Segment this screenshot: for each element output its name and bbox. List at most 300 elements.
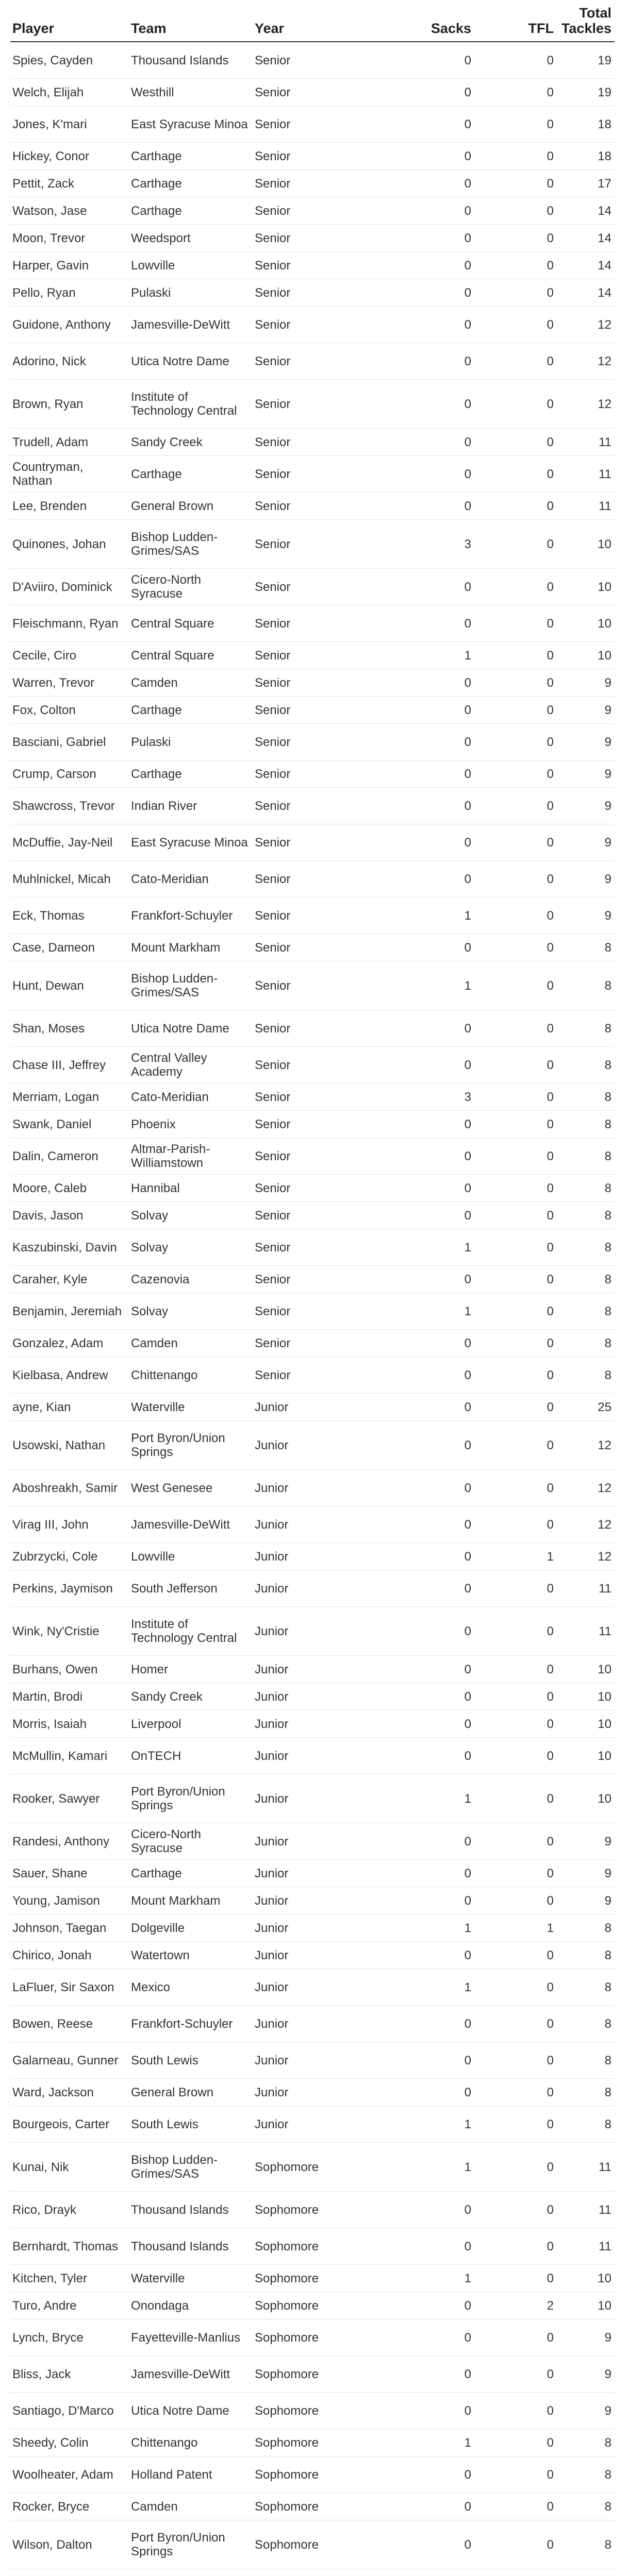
cell-year: Senior [253,520,382,569]
cell-sacks: 1 [382,961,474,1010]
cell-total-tackles: 9 [557,824,615,861]
cell-player: Shan, Moses [10,1010,129,1047]
cell-team: Jamesville-DeWitt [129,1506,253,1543]
cell-year: Junior [253,2042,382,2079]
cell-sacks: 1 [382,1969,474,2006]
table-row [10,861,615,897]
cell-team: Mount Markham [129,934,253,961]
cell-year: Junior [253,1774,382,1823]
cell-team: Altmar-Parish-Williamstown [129,1138,253,1175]
column-header-year[interactable]: Year [253,0,382,42]
cell-total-tackles: 8 [557,2456,615,2493]
cell-tfl: 0 [474,1656,557,1683]
table-row [10,1111,615,1138]
cell-year: Senior [253,1293,382,1330]
cell-tfl: 0 [474,252,557,279]
cell-tfl: 0 [474,1083,557,1111]
cell-total-tackles: 14 [557,197,615,225]
cell-team: OnTECH [129,1738,253,1774]
cell-year: Junior [253,1570,382,1607]
cell-player: Turo, Andre [10,2292,129,2319]
cell-total-tackles: 25 [557,1394,615,1421]
cell-player: Perkins, Jaymison [10,1570,129,1607]
cell-year: Senior [253,897,382,934]
cell-tfl: 0 [474,1506,557,1543]
cell-sacks: 1 [382,2106,474,2143]
cell-sacks: 0 [382,2192,474,2228]
cell-total-tackles: 9 [557,861,615,897]
cell-year: Junior [253,1683,382,1710]
cell-sacks: 0 [382,2393,474,2429]
table-row [10,2493,615,2520]
cell-player: Santiago, D'Marco [10,2393,129,2429]
cell-team: Utica Notre Dame [129,1010,253,1047]
cell-sacks: 0 [382,1543,474,1570]
column-header-sacks[interactable]: Sacks [382,0,474,42]
cell-sacks: 0 [382,170,474,197]
cell-year: Senior [253,143,382,170]
cell-tfl: 0 [474,605,557,642]
cell-tfl: 0 [474,1969,557,2006]
cell-player: Bowen, Reese [10,2006,129,2042]
cell-team: Frankfort-Schuyler [129,897,253,934]
cell-sacks: 0 [382,2006,474,2042]
cell-year: Junior [253,1738,382,1774]
cell-team: Bishop Ludden-Grimes/SAS [129,2143,253,2192]
cell-team: Mount Markham [129,1887,253,1914]
cell-sacks: 0 [382,1738,474,1774]
table-row [10,961,615,1010]
cell-tfl: 0 [474,569,557,605]
cell-sacks: 0 [382,252,474,279]
cell-player: Wilson, Dalton [10,2520,129,2569]
cell-year: Sophomore [253,2319,382,2356]
cell-year: Sophomore [253,2143,382,2192]
cell-tfl: 0 [474,79,557,106]
cell-team: Institute of Technology Central [129,1607,253,1656]
cell-player [10,2569,129,2576]
cell-team: West Genesee [129,1470,253,1506]
cell-sacks: 0 [382,2493,474,2520]
cell-tfl: 0 [474,1202,557,1229]
cell-total-tackles: 11 [557,2228,615,2265]
cell-tfl: 0 [474,2106,557,2143]
cell-total-tackles: 18 [557,106,615,143]
cell-player: Merriam, Logan [10,1083,129,1111]
cell-player: Kaszubinski, Davin [10,1229,129,1266]
cell-team: Mexico [129,1969,253,2006]
cell-team: Port Byron/Union Springs [129,2520,253,2569]
cell-year: Senior [253,1330,382,1357]
column-header-tfl[interactable]: TFL [474,0,557,42]
cell-team: Chittenango [129,1357,253,1394]
cell-player: ayne, Kian [10,1394,129,1421]
cell-sacks: 0 [382,2079,474,2106]
cell-team: Lowville [129,1543,253,1570]
cell-sacks: 0 [382,1656,474,1683]
cell-sacks: 0 [382,380,474,429]
cell-player: Sauer, Shane [10,1860,129,1887]
table-row [10,520,615,569]
cell-sacks: 0 [382,1202,474,1229]
cell-player: Zubrzycki, Cole [10,1543,129,1570]
cell-year: Junior [253,1543,382,1570]
table-row [10,1229,615,1266]
cell-player: Chirico, Jonah [10,1942,129,1969]
cell-year: Sophomore [253,2493,382,2520]
table-row [10,697,615,724]
cell-sacks: 0 [382,2356,474,2393]
table-row [10,1421,615,1470]
cell-team: Utica Notre Dame [129,2393,253,2429]
cell-total-tackles: 10 [557,2292,615,2319]
cell-total-tackles: 12 [557,1506,615,1543]
cell-tfl: 0 [474,197,557,225]
cell-player: Hickey, Conor [10,143,129,170]
cell-tfl: 0 [474,2493,557,2520]
cell-tfl: 0 [474,106,557,143]
cell-team: Pulaski [129,724,253,760]
table-row [10,1887,615,1914]
cell-player: Jones, K'mari [10,106,129,143]
cell-team: Cicero-North Syracuse [129,1823,253,1860]
cell-tfl: 0 [474,934,557,961]
cell-sacks: 0 [382,1607,474,1656]
column-header-player[interactable]: Player [10,0,129,42]
table-row [10,79,615,106]
cell-year: Senior [253,1111,382,1138]
table-row [10,1394,615,1421]
cell-player: Warren, Trevor [10,669,129,697]
cell-player: Crump, Carson [10,760,129,788]
cell-sacks: 0 [382,225,474,252]
table-row [10,1266,615,1293]
cell-total-tackles [557,2569,615,2576]
cell-sacks: 0 [382,2042,474,2079]
cell-year: Senior [253,380,382,429]
table-row [10,569,615,605]
cell-sacks: 0 [382,279,474,307]
cell-team: Thousand Islands [129,2228,253,2265]
cell-sacks: 0 [382,2228,474,2265]
table-row [10,1330,615,1357]
cell-tfl: 2 [474,2292,557,2319]
cell-tfl: 0 [474,2079,557,2106]
cell-tfl: 0 [474,143,557,170]
cell-year: Senior [253,1266,382,1293]
table-row [10,760,615,788]
cell-player: Caraher, Kyle [10,1266,129,1293]
cell-player: Kielbasa, Andrew [10,1357,129,1394]
table-row [10,2079,615,2106]
cell-tfl: 0 [474,1330,557,1357]
cell-total-tackles: 8 [557,2006,615,2042]
cell-team: Jamesville-DeWitt [129,2356,253,2393]
cell-year: Senior [253,456,382,493]
cell-tfl: 0 [474,1738,557,1774]
cell-team: South Lewis [129,2042,253,2079]
cell-player: Galarneau, Gunner [10,2042,129,2079]
cell-team: Cicero-North Syracuse [129,569,253,605]
cell-player: Gonzalez, Adam [10,1330,129,1357]
cell-team: Port Byron/Union Springs [129,1421,253,1470]
cell-tfl: 0 [474,1607,557,1656]
cell-year: Senior [253,1175,382,1202]
cell-player: D'Aviiro, Dominick [10,569,129,605]
cell-sacks: 0 [382,1710,474,1738]
cell-total-tackles: 10 [557,1774,615,1823]
table-header [10,0,615,42]
cell-tfl: 0 [474,225,557,252]
cell-tfl: 0 [474,1421,557,1470]
cell-year: Junior [253,1607,382,1656]
cell-player: Cecile, Ciro [10,642,129,669]
cell-total-tackles: 9 [557,2356,615,2393]
cell-tfl: 0 [474,1293,557,1330]
cell-sacks: 1 [382,1774,474,1823]
table-row [10,1683,615,1710]
cell-total-tackles: 11 [557,2192,615,2228]
cell-total-tackles: 8 [557,1111,615,1138]
cell-tfl: 0 [474,307,557,343]
cell-year: Senior [253,861,382,897]
cell-total-tackles: 10 [557,605,615,642]
cell-sacks: 0 [382,697,474,724]
cell-sacks: 0 [382,824,474,861]
cell-total-tackles: 19 [557,79,615,106]
cell-total-tackles: 8 [557,1266,615,1293]
cell-team: Bishop Ludden-Grimes/SAS [129,961,253,1010]
cell-sacks: 0 [382,1823,474,1860]
cell-year: Junior [253,2079,382,2106]
cell-year: Senior [253,79,382,106]
cell-player: Rico, Drayk [10,2192,129,2228]
cell-sacks: 3 [382,1083,474,1111]
table-row [10,1607,615,1656]
cell-team: Frankfort-Schuyler [129,2006,253,2042]
cell-year: Senior [253,429,382,456]
cell-player: Morris, Isaiah [10,1710,129,1738]
cell-player: Welch, Elijah [10,79,129,106]
cell-tfl: 0 [474,1229,557,1266]
cell-year: Senior [253,824,382,861]
cell-tfl: 0 [474,2228,557,2265]
cell-tfl: 0 [474,380,557,429]
table-row [10,1969,615,2006]
table-row [10,2265,615,2292]
cell-sacks: 1 [382,642,474,669]
cell-tfl: 0 [474,1470,557,1506]
cell-total-tackles: 9 [557,2319,615,2356]
cell-year: Junior [253,1914,382,1942]
cell-tfl: 0 [474,2429,557,2456]
cell-total-tackles: 14 [557,225,615,252]
cell-sacks: 0 [382,724,474,760]
table-row [10,2042,615,2079]
cell-total-tackles: 10 [557,642,615,669]
cell-sacks: 0 [382,1887,474,1914]
cell-team: South Lewis [129,2106,253,2143]
cell-total-tackles: 10 [557,1683,615,1710]
cell-sacks: 0 [382,760,474,788]
table-row [10,1914,615,1942]
table-row [10,225,615,252]
cell-total-tackles: 17 [557,170,615,197]
cell-tfl: 0 [474,697,557,724]
table-row [10,2228,615,2265]
cell-year [253,2569,382,2576]
cell-team: Carthage [129,197,253,225]
cell-player: Davis, Jason [10,1202,129,1229]
cell-total-tackles: 9 [557,669,615,697]
cell-year: Senior [253,760,382,788]
cell-year: Senior [253,1083,382,1111]
cell-team: Camden [129,2493,253,2520]
cell-sacks: 0 [382,1138,474,1175]
cell-total-tackles: 11 [557,456,615,493]
cell-team: Thousand Islands [129,42,253,79]
cell-sacks: 0 [382,1570,474,1607]
cell-player: Harper, Gavin [10,252,129,279]
cell-player: Shawcross, Trevor [10,788,129,824]
cell-player: Wink, Ny'Cristie [10,1607,129,1656]
cell-player: Moore, Caleb [10,1175,129,1202]
cell-team: Cato-Meridian [129,861,253,897]
cell-player: Kunai, Nik [10,2143,129,2192]
cell-tfl: 0 [474,279,557,307]
cell-player: Aboshreakh, Samir [10,1470,129,1506]
cell-tfl: 0 [474,1710,557,1738]
cell-tfl: 0 [474,2006,557,2042]
table-row [10,493,615,520]
cell-year: Senior [253,1047,382,1083]
cell-team: Liverpool [129,1710,253,1738]
cell-total-tackles: 8 [557,1293,615,1330]
cell-tfl: 0 [474,1266,557,1293]
cell-total-tackles: 9 [557,1887,615,1914]
cell-total-tackles: 14 [557,252,615,279]
cell-team: Dolgeville [129,1914,253,1942]
table-row [10,1710,615,1738]
cell-player: Muhlnickel, Micah [10,861,129,897]
table-row [10,2192,615,2228]
cell-sacks: 0 [382,2456,474,2493]
cell-total-tackles: 10 [557,1710,615,1738]
cell-team: Holland Patent [129,2456,253,2493]
cell-year: Sophomore [253,2228,382,2265]
cell-sacks: 0 [382,1047,474,1083]
cell-tfl: 0 [474,861,557,897]
cell-tfl: 0 [474,760,557,788]
cell-player: Adorino, Nick [10,343,129,380]
cell-sacks: 0 [382,2292,474,2319]
cell-year: Senior [253,1229,382,1266]
cell-total-tackles: 8 [557,2429,615,2456]
cell-sacks: 0 [382,788,474,824]
cell-sacks: 1 [382,897,474,934]
cell-tfl: 0 [474,1010,557,1047]
cell-sacks: 0 [382,669,474,697]
cell-year: Senior [253,106,382,143]
cell-total-tackles: 8 [557,1138,615,1175]
cell-player: Ward, Jackson [10,2079,129,2106]
table-row [10,1506,615,1543]
cell-sacks: 0 [382,456,474,493]
cell-year: Senior [253,170,382,197]
table-row [10,1823,615,1860]
cell-year: Junior [253,2006,382,2042]
cell-team: Fayetteville-Manlius [129,2319,253,2356]
table-row [10,2292,615,2319]
cell-sacks: 0 [382,1357,474,1394]
cell-total-tackles: 10 [557,1738,615,1774]
cell-year: Junior [253,1470,382,1506]
cell-total-tackles: 8 [557,2042,615,2079]
table-row [10,380,615,429]
cell-year: Senior [253,697,382,724]
cell-total-tackles: 8 [557,2079,615,2106]
column-header-total-tackles[interactable]: Total Tackles [557,0,615,42]
table-row [10,2569,615,2576]
cell-player: Burhans, Owen [10,1656,129,1683]
cell-tfl: 0 [474,1111,557,1138]
cell-team: Solvay [129,1229,253,1266]
cell-total-tackles: 10 [557,569,615,605]
cell-year: Sophomore [253,2192,382,2228]
cell-team: Central Valley Academy [129,1047,253,1083]
cell-year: Junior [253,1710,382,1738]
cell-tfl: 0 [474,2042,557,2079]
cell-team: Carthage [129,760,253,788]
table-row [10,1942,615,1969]
cell-year: Junior [253,1656,382,1683]
cell-year: Senior [253,1010,382,1047]
cell-tfl: 0 [474,343,557,380]
cell-team: Carthage [129,697,253,724]
cell-sacks: 0 [382,1860,474,1887]
column-header-team[interactable]: Team [129,0,253,42]
cell-total-tackles: 10 [557,520,615,569]
cell-sacks: 0 [382,106,474,143]
cell-year: Senior [253,961,382,1010]
cell-team: Solvay [129,1202,253,1229]
cell-year: Junior [253,1887,382,1914]
cell-sacks: 0 [382,1683,474,1710]
cell-player: Moon, Trevor [10,225,129,252]
cell-sacks: 0 [382,343,474,380]
cell-sacks: 0 [382,79,474,106]
cell-team: Cato-Meridian [129,1083,253,1111]
cell-total-tackles: 8 [557,1969,615,2006]
cell-tfl: 0 [474,642,557,669]
cell-player: Lee, Brenden [10,493,129,520]
cell-year: Junior [253,2106,382,2143]
cell-tfl: 0 [474,170,557,197]
cell-sacks: 0 [382,1942,474,1969]
cell-team: Carthage [129,456,253,493]
cell-tfl: 0 [474,1823,557,1860]
cell-player: Fleischmann, Ryan [10,605,129,642]
cell-player: Benjamin, Jeremiah [10,1293,129,1330]
cell-sacks: 0 [382,934,474,961]
cell-player: McMullin, Kamari [10,1738,129,1774]
cell-team: South Jefferson [129,1570,253,1607]
table-row [10,456,615,493]
cell-year: Junior [253,1421,382,1470]
cell-player: Chase III, Jeffrey [10,1047,129,1083]
table-row [10,934,615,961]
table-row [10,106,615,143]
